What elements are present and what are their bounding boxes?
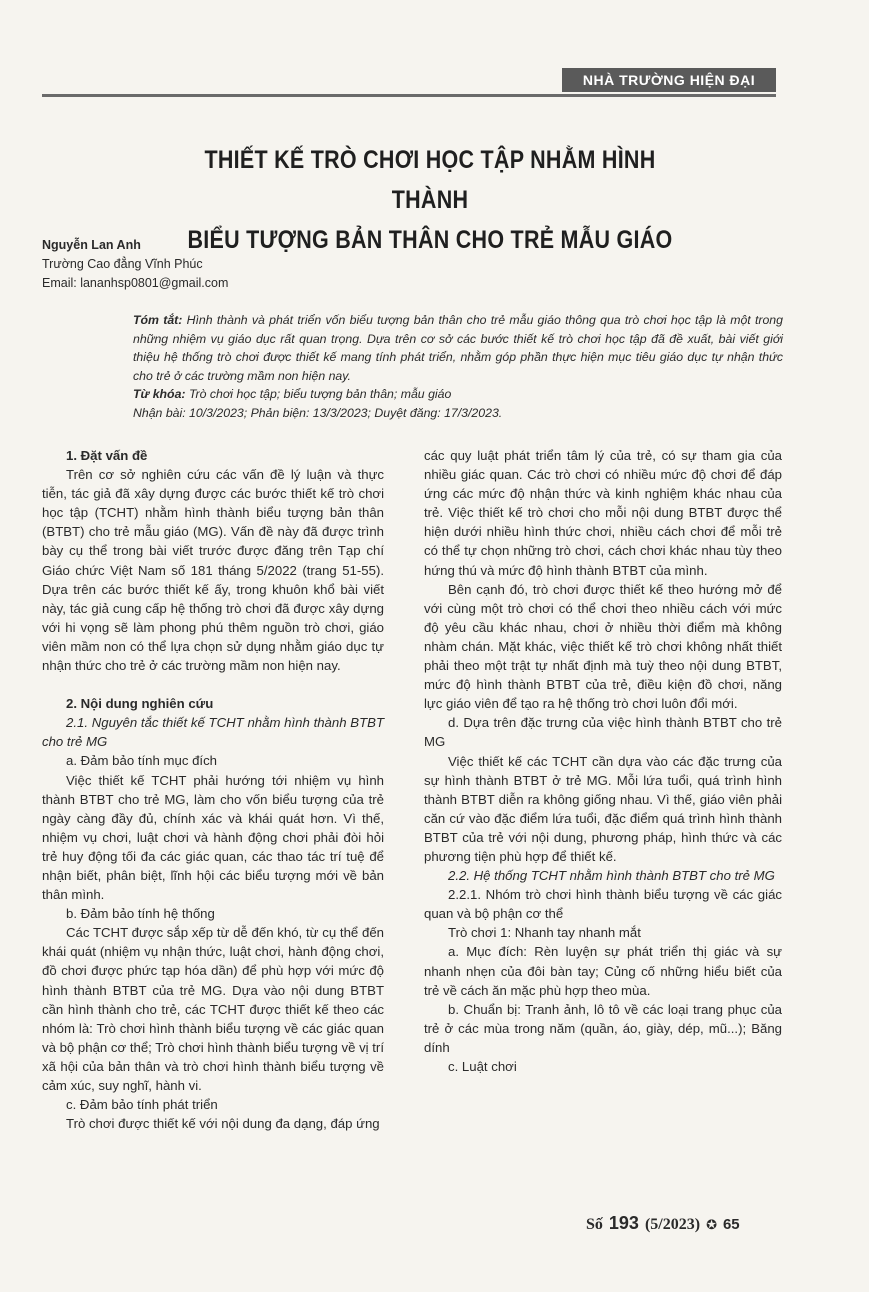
item-d-text: Việc thiết kế các TCHT cần dựa vào các đặc trưng của sự hình thành BTBT ở trẻ MG. Mỗi lứa tuổi, quá trình hình thành BTBT diễn ra không giống nhau. Vì thế, giáo viên phải căn cứ vào đặc điểm lứa tuổi, đặc điểm quá trình hình thành BTBT của trẻ với nội dung, phương pháp, hình thức và các phương tiện phù hợp để thiết kế. [424, 753, 782, 864]
paragraph-continued: các quy luật phát triển tâm lý của trẻ, có sự tham gia của nhiều giác quan. Các trò chơi có nhiều mức độ chơi để đáp ứng các mức độ nhận thức và kinh nghiệm khác nhau của trẻ. Việc thiết kế trò chơi cho mỗi nội dung BTBT được thể hiện dưới nhiều hình thức chơi, nhiều cách chơi để mỗi trẻ có thể tự chọn những trò chơi, cách chơi khác nhau tùy theo hứng thú và mức độ hình thành BTBT của mình. [424, 448, 782, 578]
item-b-title: b. Đảm bảo tính hệ thống [66, 906, 215, 922]
game-1-rules: c. Luật chơi [448, 1059, 517, 1074]
issue-date: (5/2023) [644, 1216, 701, 1233]
title-line-2: BIỂU TƯỢNG BẢN THÂN CHO TRẺ MẪU GIÁO [187, 226, 673, 254]
item-c-text: Trò chơi được thiết kế với nội dung đa dạng, đáp ứng [66, 1116, 380, 1132]
author-email: Email: lananhsp0801@gmail.com [42, 276, 229, 290]
author-block [42, 236, 228, 293]
issue-number: 193 [608, 1213, 639, 1233]
author-name: Nguyễn Lan Anh [42, 238, 141, 252]
game-1-purpose: a. Mục đích: Rèn luyện sự phát triển thị giác và sự nhanh nhẹn của đôi bàn tay; Củng cố những hiểu biết của trẻ về cách ăn mặc phù hợp theo mùa. [424, 944, 782, 998]
item-a-text: Việc thiết kế TCHT phải hướng tới nhiệm vụ hình thành BTBT cho trẻ MG, làm cho vốn biểu tượng của trẻ ngày càng đầy đủ, chính xác và khái quát hơn. Vì thế, nhiệm vụ chơi, luật chơi và hành động chơi phải đòi hỏi trẻ huy động tối đa các giác quan, các thao tác trí tuệ để nhận biết, phân biệt, lĩnh hội các biểu tượng mới về bản thân mình. [42, 772, 384, 903]
header-rule [42, 94, 776, 97]
title-line-1: THIẾT KẾ TRÒ CHƠI HỌC TẬP NHẰM HÌNH THÀNH [204, 146, 656, 214]
paragraph-open-design: Bên cạnh đó, trò chơi được thiết kế theo hướng mở để với cùng một trò chơi có thể chơi theo nhiều cách với mức độ yêu cầu khác nhau, chơi ở nhiều thời điểm mà không nhàm chán. Mặt khác, việc thiết kế trò chơi không nhất thiết phải theo một trật tự nhất định mà tuỳ theo nội dung BTBT, mức độ hình thành BTBT của trẻ, điều kiện đồ chơi, năng lực giáo viên để tạo ra hệ thống trò chơi luôn đổi mới. [424, 581, 782, 712]
item-d-title: d. Dựa trên đặc trưng của việc hình thành BTBT cho trẻ MG [424, 715, 782, 750]
page-number: 65 [722, 1216, 740, 1233]
subheading-2-2-1: 2.2.1. Nhóm trò chơi hình thành biểu tượng về các giác quan và bộ phận cơ thể [424, 887, 782, 922]
keywords-label: Từ khóa: [133, 387, 186, 401]
paragraph-introduction: Trên cơ sở nghiên cứu các vấn đề lý luận và thực tiễn, tác giả đã xây dựng được các bước thiết kế trò chơi học tập (TCHT) nhằm hình thành biểu tượng bản thân (BTBT) cho trẻ mẫu giáo (MG). Vấn đề này đã được trình bày cụ thể trong bài viết trước được đăng trên Tạp chí Giáo chức Việt Nam số 181 tháng 5/2022 (trang 51-55). Dựa trên các bước thiết kế ấy, trong khuôn khổ bài viết này, tác giả cung cấp hệ thống trò chơi đã được xây dựng với hi vọng sẽ làm phong phú thêm nguồn trò chơi, giáo viên mầm non có thể lựa chọn sử dụng nhằm giáo dục tự nhận thức cho trẻ ở các trường mầm non hiện nay. [42, 467, 384, 674]
author-affiliation: Trường Cao đẳng Vĩnh Phúc [42, 257, 203, 271]
page-footer [586, 1213, 786, 1239]
issue-label: Số [586, 1216, 603, 1233]
abstract-label: Tóm tắt: [133, 313, 183, 327]
article-dates: Nhận bài: 10/3/2023; Phản biện: 13/3/2023; Duyệt đăng: 17/3/2023. [133, 405, 503, 420]
item-a-title: a. Đảm bảo tính mục đích [66, 753, 217, 769]
subheading-2-2: 2.2. Hệ thống TCHT nhằm hình thành BTBT cho trẻ MG [448, 868, 775, 884]
keywords-text: Trò chơi học tập; biểu tượng bản thân; mẫu giáo [188, 387, 452, 401]
right-column [424, 446, 782, 1076]
heading-research-content: 2. Nội dung nghiên cứu [66, 696, 214, 712]
abstract-text: Hình thành và phát triển vốn biểu tượng bản thân cho trẻ mẫu giáo thông qua trò chơi học tập là một trong những nhiệm vụ giáo dục rất quan trọng. Dựa trên cơ sở các bước thiết kế trò chơi học tập đã đề xuất, bài viết giới thiệu hệ thống trò chơi được thiết kế mang tính phát triển, nhằm góp phần thực hiện mục tiêu giáo dục tự nhận thức cho trẻ ở các trường mầm non hiện nay. [133, 313, 783, 383]
abstract [133, 311, 783, 422]
subheading-2-1: 2.1. Nguyên tắc thiết kế TCHT nhằm hình thành BTBT cho trẻ MG [42, 715, 384, 750]
left-column [42, 446, 384, 1133]
article-title [163, 140, 696, 260]
game-1-title: Trò chơi 1: Nhanh tay nhanh mắt [448, 925, 641, 941]
game-1-preparation: b. Chuẩn bị: Tranh ảnh, lô tô về các loại trang phục của trẻ ở các mùa trong năm (quần, áo, giày, dép, mũ...); Băng dính [424, 1001, 782, 1055]
heading-introduction: 1. Đặt vấn đề [66, 448, 148, 463]
section-tag: NHÀ TRƯỜNG HIỆN ĐẠI [562, 68, 776, 92]
separator-icon: ✪ [706, 1217, 717, 1232]
keywords-paragraph [133, 385, 783, 404]
abstract-paragraph [133, 311, 783, 385]
item-c-title: c. Đảm bảo tính phát triển [66, 1097, 218, 1113]
item-b-text: Các TCHT được sắp xếp từ dễ đến khó, từ cụ thể đến khái quát (nhiệm vụ nhận thức, luật chơi, hành động chơi, đồ chơi được phức tạp hóa dần) để phù hợp với mức độ hình thành BTBT của trẻ MG. Dựa vào nội dung BTBT cần hình thành cho trẻ, các TCHT được thiết kế theo các nhóm là: Trò chơi hình thành biểu tượng về các giác quan và bộ phận cơ thể; Trò chơi hình thành biểu tượng về vị trí xã hội của bản thân và trò chơi hình thành biểu tượng về cảm xúc, suy nghĩ, hành vi. [42, 925, 384, 1093]
